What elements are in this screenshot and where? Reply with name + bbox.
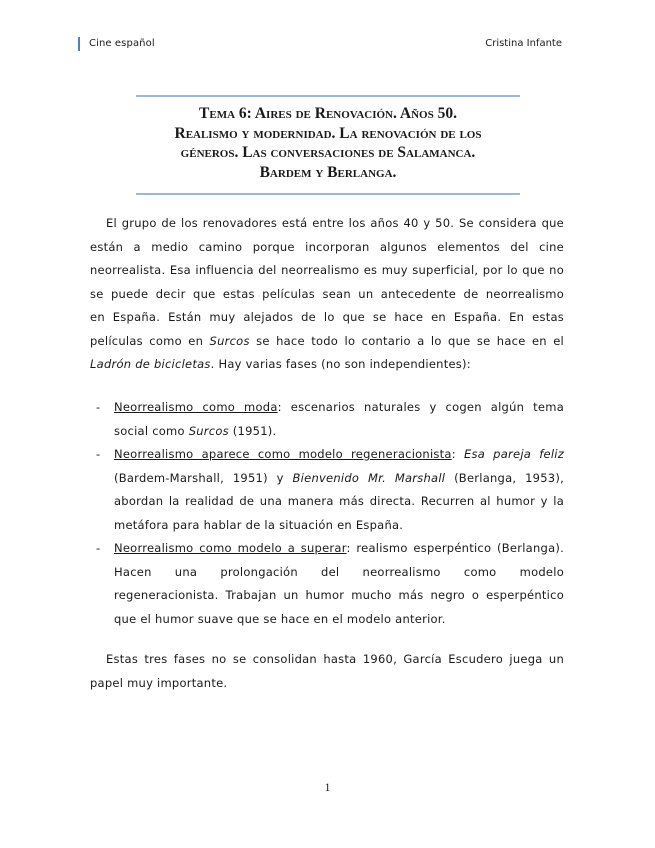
text-line: están a medio camino porque incorporan algunos elementos del cine: [90, 239, 564, 254]
phase-title: Neorrealismo como modelo a superar: [114, 541, 347, 555]
text-line: Neorrealismo como moda: escenarios naturales y cogen algún tema: [114, 400, 565, 414]
text-line: se puede decir que estas películas sean un antecedente de neorrealismo: [90, 286, 564, 301]
list-bullet: -: [96, 400, 101, 414]
page-number: 1: [324, 780, 331, 794]
title-line: Tema 6: Aires de Renovación. Años 50.: [199, 105, 457, 122]
film-title: Surcos: [209, 333, 250, 348]
text-line: regeneracionista. Trabajan un humor mucho más negro o esperpéntico: [114, 588, 564, 602]
list-bullet: -: [96, 541, 101, 555]
text-line: abordan la realidad de una manera más directa. Recurren al humor y la: [114, 494, 564, 508]
text-line: neorrealista. Esa influencia del neorrealismo es muy superficial, por lo que no: [90, 263, 564, 277]
title-top-rule: [136, 95, 520, 97]
list-item: [96, 396, 564, 443]
text-line: metáfora para hablar de la situación en España.: [114, 517, 404, 532]
text-line: que el humor suave que se hace en el modelo anterior.: [114, 611, 446, 626]
title-line: géneros. Las conversaciones de Salamanca.: [180, 144, 476, 161]
film-title: Bienvenido Mr. Marshall: [292, 470, 446, 485]
film-title: Ladrón de bicicletas: [90, 357, 211, 371]
title-line: Bardem y Berlanga.: [259, 163, 397, 181]
text-line: (Bardem-Marshall, 1951) y Bienvenido Mr. Marshall (Berlanga, 1953),: [114, 470, 565, 485]
text-line: Ladrón de bicicletas. Hay varias fases (no son independientes):: [90, 357, 471, 371]
text-line: Neorrealismo aparece como modelo regeneracionista: Esa pareja feliz: [114, 447, 564, 461]
list-item: [96, 537, 564, 631]
header-author: Cristina Infante: [485, 38, 562, 49]
text-line: El grupo de los renovadores está entre los años 40 y 50. Se considera que: [106, 216, 564, 230]
text-line: Estas tres fases no se consolidan hasta 1960, García Escudero juega un: [106, 652, 564, 666]
list-bullet: -: [96, 447, 101, 461]
list-item: [96, 443, 564, 537]
text-line: social como Surcos (1951).: [114, 423, 277, 438]
film-title: Esa pareja feliz: [463, 447, 564, 461]
intro-paragraph: [90, 212, 564, 377]
header-accent-bar: [78, 37, 80, 51]
closing-paragraph: [90, 648, 564, 695]
phase-title: Neorrealismo aparece como modelo regeneracionista: [114, 447, 452, 461]
text-line: Neorrealismo como modelo a superar: realismo esperpéntico (Berlanga).: [114, 541, 565, 555]
page-title: [128, 104, 528, 182]
title-line: Realismo y modernidad. La renovación de los: [174, 124, 482, 142]
film-title: Surcos: [188, 423, 229, 438]
header-course-title: Cine español: [89, 38, 155, 49]
text-line: en España. Están muy alejados de lo que se hace en España. En estas: [90, 310, 564, 324]
phases-list: [96, 396, 564, 631]
text-line: papel muy importante.: [90, 675, 228, 690]
text-line: Hacen una prolongación del neorrealismo como modelo: [114, 564, 564, 579]
text-line: películas como en Surcos se hace todo lo contario a lo que se hace en el: [90, 333, 564, 348]
title-bottom-rule: [136, 193, 520, 195]
phase-title: Neorrealismo como moda: [114, 400, 278, 414]
